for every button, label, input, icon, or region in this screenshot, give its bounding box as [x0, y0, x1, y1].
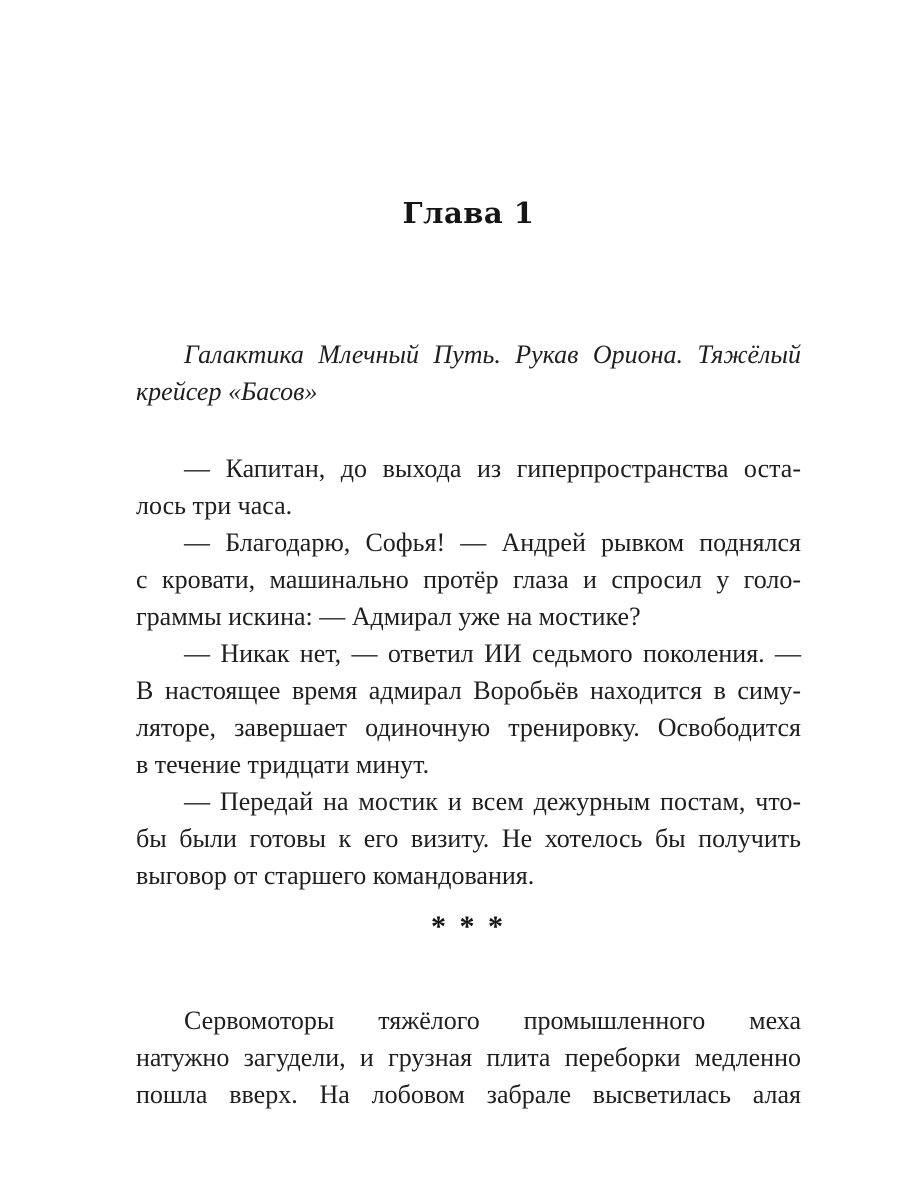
text-line: В настоящее время адмирал Воробьёв находится в симу- [136, 676, 801, 705]
text-line: — Благодарю, Софья! — Андрей рывком поднялся [184, 528, 801, 557]
text-line: выговор от старшего командования. [136, 861, 535, 890]
text-line: граммы искина: — Адмирал уже на мостике? [136, 602, 641, 631]
text-line: — Никак нет, — ответил ИИ седьмого поколения. — [184, 639, 801, 668]
paragraph-4 [136, 783, 801, 894]
text-line: пошла вверх. На лобовом забрале высветилась алая [136, 1080, 801, 1109]
paragraph-3 [136, 635, 801, 783]
paragraph-2 [136, 524, 801, 635]
text-line: — Капитан, до выхода из гиперпространства оста- [184, 454, 801, 483]
text-line: бы были готовы к его визиту. Не хотелось бы получить [136, 824, 801, 853]
text-line: в течение тридцати минут. [136, 750, 430, 779]
epigraph [136, 336, 801, 410]
text-line: натужно загудели, и грузная плита переборки медленно [136, 1043, 801, 1072]
text-line: ляторе, завершает одиночную тренировку. Освободится [136, 713, 801, 742]
text-line: Сервомоторы тяжёлого промышленного меха [184, 1006, 801, 1035]
text-line: с кровати, машинально протёр глаза и спросил у голо- [136, 565, 801, 594]
scene-separator: * * * [431, 910, 506, 943]
chapter-title: Глава 1 [402, 196, 535, 230]
text-line: лось три часа. [136, 491, 293, 520]
text-line: — Передай на мостик и всем дежурным постам, что- [184, 787, 801, 816]
epigraph-line: Галактика Млечный Путь. Рукав Ориона. Тяжёлый [184, 340, 801, 369]
text-column [136, 0, 801, 1113]
epigraph-line: крейсер «Басов» [136, 377, 318, 406]
paragraph-1 [136, 450, 801, 524]
paragraph-5 [136, 1002, 801, 1113]
